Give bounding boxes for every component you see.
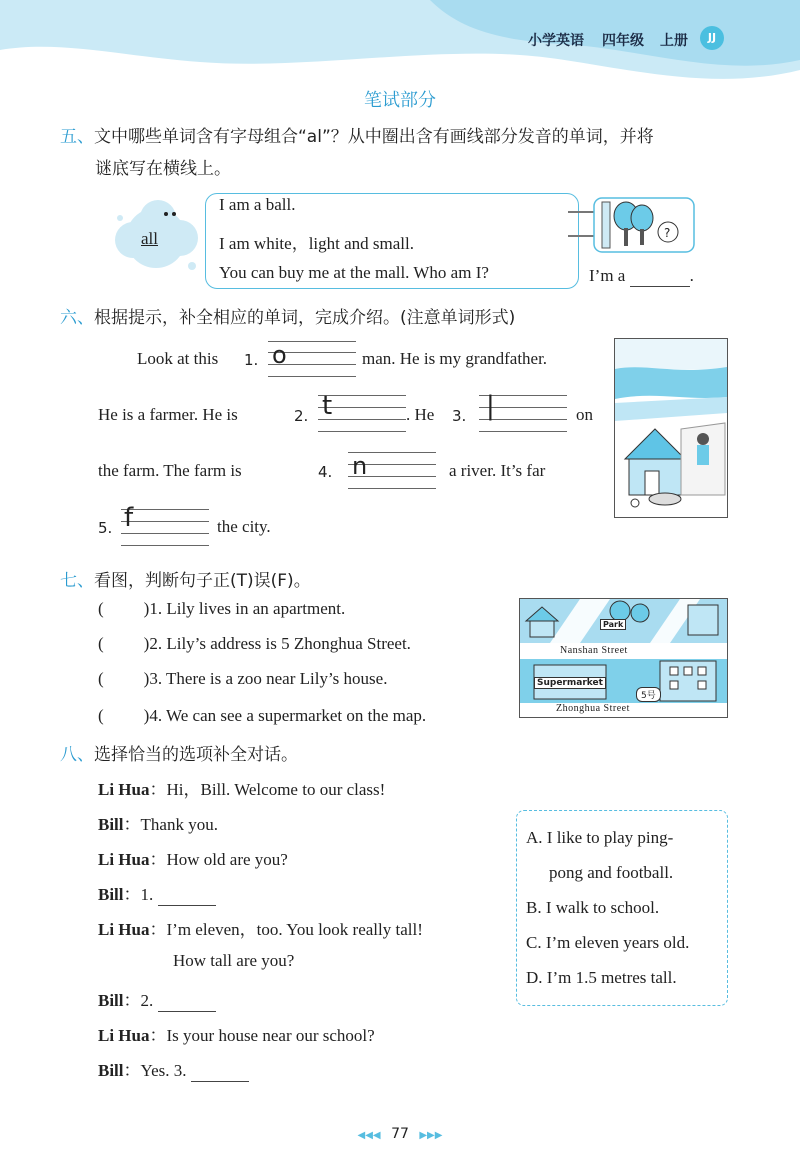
q6-line2-pre: He is a farmer. He is [98,405,238,424]
q7-item-text: There is a zoo near Lily’s house. [166,669,388,688]
q7-item-num: )2. [143,634,163,653]
q8-prompt [60,740,298,765]
q7-item-num: )1. [143,599,163,618]
q7-item-num: )3. [143,669,163,688]
q6-prompt [60,303,515,328]
dialog-speaker: Bill [98,1061,124,1080]
q7-item-text: We can see a supermarket on the map. [166,706,427,725]
dialog-line-2 [98,810,218,835]
q7-prompt-text: 看图，判断句子正(T)误(F)。 [94,571,311,591]
q6-num-5: 5. [98,519,113,537]
dialog-sep: ： [123,815,141,834]
header-volume: 上册 [660,33,688,49]
svg-text:?: ? [664,226,671,240]
pingpong-picture [568,196,696,254]
q6-line2-post: on [576,405,593,424]
q7-number: 七、 [60,571,94,591]
option-d: D. I’m 1.5 metres tall. [526,968,677,987]
q6-prompt-text: 根据提示，补全相应的单词，完成介绍。(注意单词形式) [94,308,516,328]
prev-arrows-icon: ◀◀◀ [357,1130,381,1141]
dialog-line-3 [98,845,288,870]
q7-paren: ( [98,669,104,688]
q5-prompt-line2: 谜底写在横线上。 [95,159,231,179]
dialog-text: Thank you. [140,815,218,834]
map-house-number: 5号 [636,687,661,702]
dialog-sep: ： [149,850,167,869]
q5-prompt-line1: 文中哪些单词含有字母组合“al”？从中圈出含有画线部分发音的单词，并将 [94,127,654,147]
dialog-speaker: Bill [98,991,124,1010]
q5-prompt [60,122,760,147]
dialog-sep: ： [149,920,167,939]
dialog-speaker: Bill [98,815,124,834]
header-grade: 四年级 [602,33,644,49]
page-footer [0,1126,800,1142]
riddle-line-3: You can buy me at the mall. Who am I? [219,263,489,282]
option-c: C. I’m eleven years old. [526,933,690,952]
map-supermarket-sign: Supermarket [534,677,606,689]
map-park-sign: Park [600,619,626,630]
q8-prompt-text: 选择恰当的选项补全对话。 [94,745,298,765]
q7-item-text: Lily’s address is 5 Zhonghua Street. [166,634,411,653]
q7-item-3[interactable] [98,669,387,689]
page-number: 77 [391,1126,409,1142]
q6-num-2: 2. [294,407,309,425]
option-b: B. I walk to school. [526,898,660,917]
dialog-text: Hi，Bill. Welcome to our class! [166,780,386,799]
q6-line1-pre: Look at this [137,349,219,368]
q6-line3-pre: the farm. The farm is [98,461,242,480]
dialog-sep: ： [123,885,141,904]
option-a: A. I like to play ping- [526,828,674,847]
q6-hint-4[interactable]: n [352,452,368,480]
q6-line3-post: a river. It’s far [449,461,546,480]
dialog-text: How old are you? [166,850,288,869]
q6-hint-1[interactable]: o [272,341,287,369]
q7-paren: ( [98,706,104,725]
dialog-line-5 [98,915,423,940]
dialog-speaker: Li Hua [98,920,150,939]
farm-picture [614,338,728,518]
q7-item-2[interactable] [98,634,411,654]
dialog-line-4 [98,880,216,906]
riddle-line-2: I am white，light and small. [219,234,414,253]
dialog-sep: ： [123,991,141,1010]
next-arrows-icon: ▶▶▶ [419,1130,443,1141]
map-street-1: Nanshan Street [560,645,628,656]
dialog-line-6: How tall are you? [173,951,295,970]
section-title: 笔试部分 [364,90,436,111]
dialog-text: 2. [140,991,154,1010]
q6-num-4: 4. [318,463,333,481]
dialog-text: Yes. 3. [140,1061,187,1080]
q6-hint-3-blank[interactable]: | [486,391,495,421]
dialog-sep: ： [149,1026,167,1045]
q7-item-num: )4. [143,706,163,725]
q7-item-text: Lily lives in an apartment. [166,599,346,618]
q6-line4-post: the city. [217,517,271,536]
q7-item-4[interactable] [98,706,426,726]
q8-number: 八、 [60,745,94,765]
q7-item-1[interactable] [98,599,345,619]
dialog-speaker: Li Hua [98,780,150,799]
blank-2[interactable] [158,991,216,1012]
q7-paren: ( [98,599,104,618]
q6-line1-post: man. He is my grandfather. [362,349,548,368]
blank-3[interactable] [191,1061,249,1082]
dialog-sep: ： [123,1061,141,1080]
dialog-text: 1. [140,885,154,904]
dialog-line-7 [98,986,216,1012]
q6-hint-5[interactable]: f [124,503,134,533]
q7-paren: ( [98,634,104,653]
q6-line2-mid: . He [406,405,435,424]
cloud-icon [108,198,208,278]
edition-badge: JJ [700,26,724,50]
riddle-line-1: I am a ball. [219,195,296,214]
q6-hint-2[interactable]: t [322,391,333,421]
map-drawing [520,599,727,717]
dialog-text: Is your house near our school? [166,1026,375,1045]
dialog-text: I’m eleven，too. You look really tall! [166,920,423,939]
header-subject: 小学英语 [528,33,584,49]
dialog-speaker: Li Hua [98,850,150,869]
blank-1[interactable] [158,885,216,906]
street-map [519,598,728,718]
cloud-word: all [141,229,158,248]
dialog-line-9 [98,1056,249,1082]
dialog-speaker: Bill [98,885,124,904]
dialog-line-8 [98,1021,375,1046]
q5-number: 五、 [60,127,94,147]
map-street-2: Zhonghua Street [556,703,630,714]
answer-blank[interactable] [630,266,690,287]
q6-number: 六、 [60,308,94,328]
dialog-sep: ： [149,780,167,799]
dialog-line-1 [98,775,385,800]
dialog-speaker: Li Hua [98,1026,150,1045]
answer-suffix: . [689,266,694,285]
q6-num-1: 1. [244,351,259,369]
answer-prefix: I’m a [589,266,626,285]
q7-prompt [60,566,311,591]
q6-num-3: 3. [452,407,467,425]
answer-line [589,266,694,287]
option-a-cont: pong and football. [549,863,674,882]
